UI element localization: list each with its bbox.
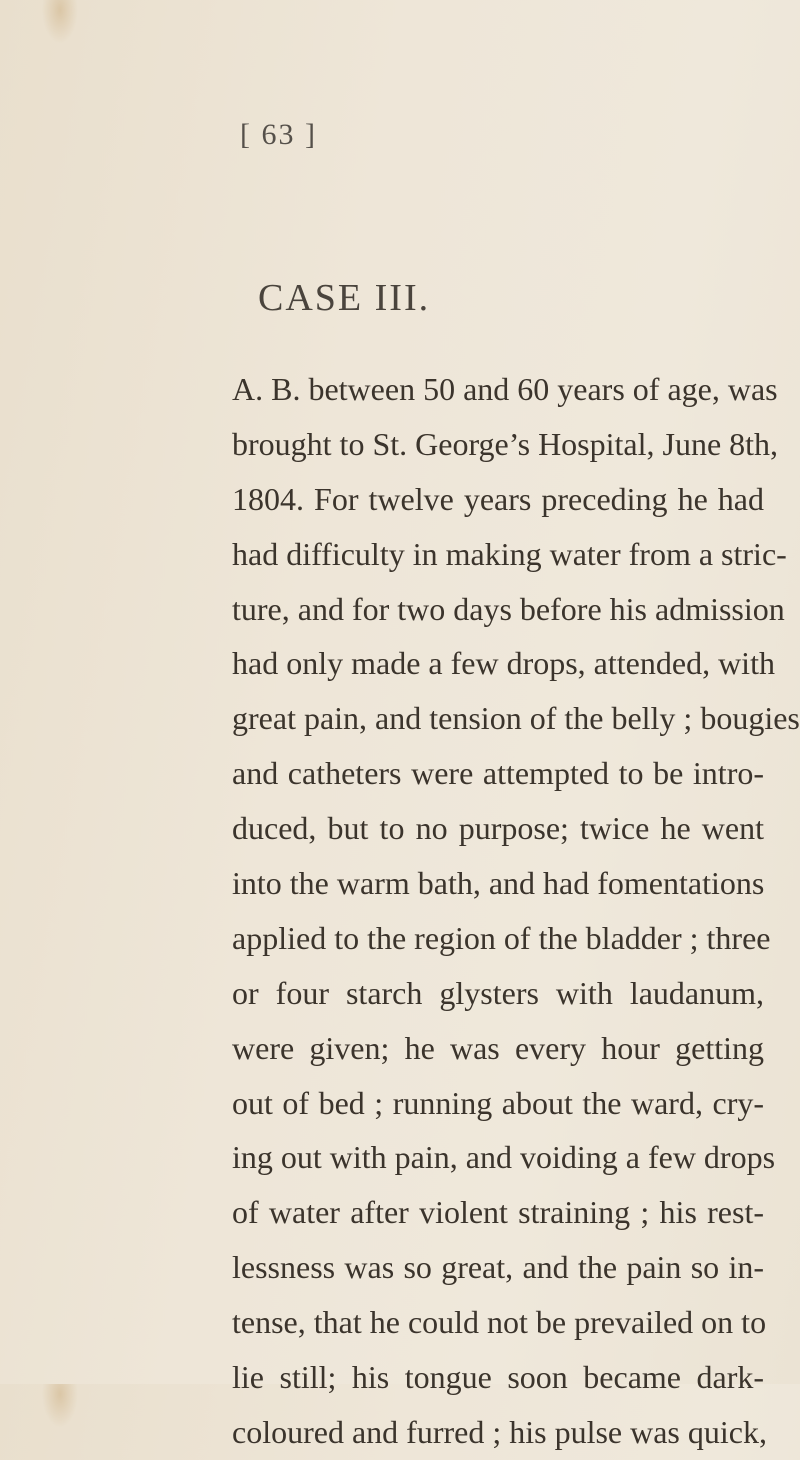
- text-line: great pain, and tension of the belly ; bougies: [232, 700, 800, 737]
- text-line: or four starch glysters with laudanum,: [232, 974, 764, 1011]
- body-paragraph: [232, 362, 800, 1460]
- text-line: lessness was so great, and the pain so in-: [232, 1249, 764, 1286]
- text-line: tense, that he could not be prevailed on to: [232, 1304, 767, 1341]
- text-line: applied to the region of the bladder ; three: [232, 919, 771, 956]
- case-heading: CASE III.: [258, 277, 431, 319]
- text-line: had only made a few drops, attended, with: [232, 645, 775, 682]
- text-line: out of bed ; running about the ward, cry-: [232, 1084, 764, 1121]
- text-line: were given; he was every hour getting: [232, 1029, 764, 1066]
- text-line: of water after violent straining ; his rest-: [232, 1194, 764, 1231]
- text-line: had difficulty in making water from a stric-: [232, 535, 787, 572]
- text-line: lie still; his tongue soon became dark-: [232, 1359, 764, 1396]
- text-line: coloured and furred ; his pulse was quick,: [232, 1413, 767, 1450]
- text-line: ture, and for two days before his admission: [232, 590, 785, 627]
- text-line: ing out with pain, and voiding a few drops: [232, 1139, 776, 1176]
- text-line: and catheters were attempted to be intro-: [232, 755, 764, 792]
- text-line: 1804. For twelve years preceding he had: [232, 480, 764, 517]
- text-line: brought to St. George’s Hospital, June 8th,: [232, 425, 779, 462]
- text-line: duced, but to no purpose; twice he went: [232, 810, 764, 847]
- text-line: A. B. between 50 and 60 years of age, was: [232, 371, 778, 407]
- page-number: [ 63 ]: [240, 118, 317, 151]
- text-line: into the warm bath, and had fomentations: [232, 865, 765, 902]
